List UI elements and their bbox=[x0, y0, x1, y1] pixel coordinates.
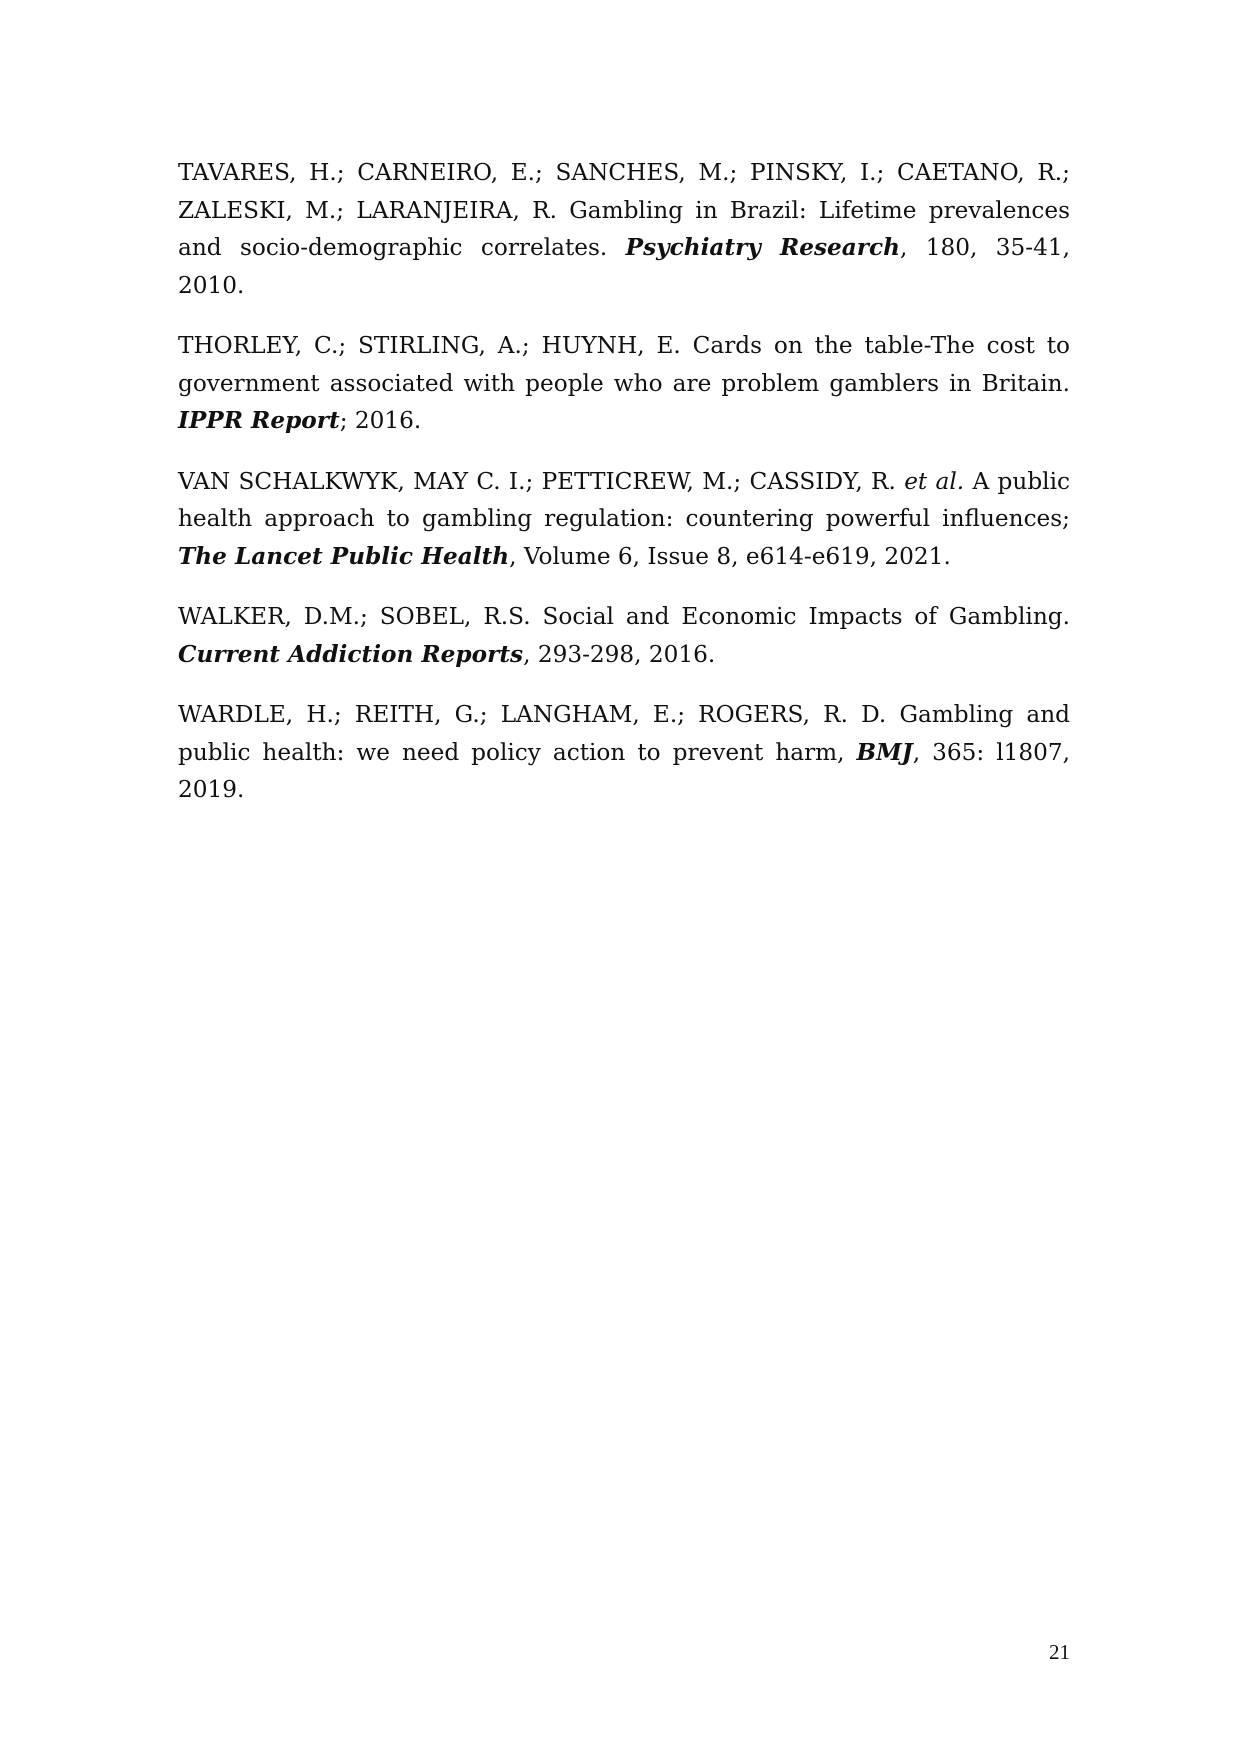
reference-authors-title: WARDLE, H.; REITH, G.; LANGHAM, E.; ROGERS, R. D. Gambling and public health: we need policy action to prevent harm, bbox=[178, 701, 1070, 766]
reference-et-al: et al. bbox=[904, 467, 965, 495]
reference-details: , Volume 6, Issue 8, e614-e619, 2021. bbox=[509, 542, 951, 570]
reference-details: , 293-298, 2016. bbox=[523, 640, 716, 668]
reference-entry-wardle bbox=[178, 696, 1070, 809]
reference-entry-tavares bbox=[178, 154, 1070, 304]
reference-details: , 180, 35-41, 2010. bbox=[178, 234, 1070, 299]
reference-details: ; 2016. bbox=[339, 407, 422, 434]
reference-authors: VAN SCHALKWYK, MAY C. I.; PETTICREW, M.; CASSIDY, R. bbox=[178, 467, 905, 495]
reference-details: , 365: l1807, 2019. bbox=[178, 738, 1070, 803]
reference-entry-van-schalkwyk bbox=[178, 463, 1070, 576]
reference-journal: Psychiatry Research bbox=[625, 234, 900, 261]
reference-journal: The Lancet Public Health bbox=[178, 542, 510, 570]
reference-title: A public health approach to gambling regulation: countering powerful influences; bbox=[178, 467, 1070, 532]
reference-journal: IPPR Report bbox=[178, 407, 340, 434]
reference-authors-title: TAVARES, H.; CARNEIRO, E.; SANCHES, M.; PINSKY, I.; CAETANO, R.; ZALESKI, M.; LARANJEIRA, R. Gambling in Brazil: Lifetime prevalences and socio-demographic correlates. bbox=[178, 159, 1070, 261]
reference-entry-walker bbox=[178, 598, 1070, 673]
reference-authors-title: WALKER, D.M.; SOBEL, R.S. Social and Economic Impacts of Gambling. bbox=[178, 603, 1070, 630]
reference-journal: BMJ bbox=[856, 738, 913, 766]
reference-list bbox=[178, 154, 1070, 832]
reference-entry-thorley bbox=[178, 327, 1070, 440]
reference-journal: Current Addiction Reports bbox=[178, 640, 524, 668]
page-number: 21 bbox=[1049, 1640, 1070, 1664]
reference-authors-title: THORLEY, C.; STIRLING, A.; HUYNH, E. Cards on the table-The cost to government associated with people who are problem gamblers in Britain. bbox=[178, 332, 1070, 397]
